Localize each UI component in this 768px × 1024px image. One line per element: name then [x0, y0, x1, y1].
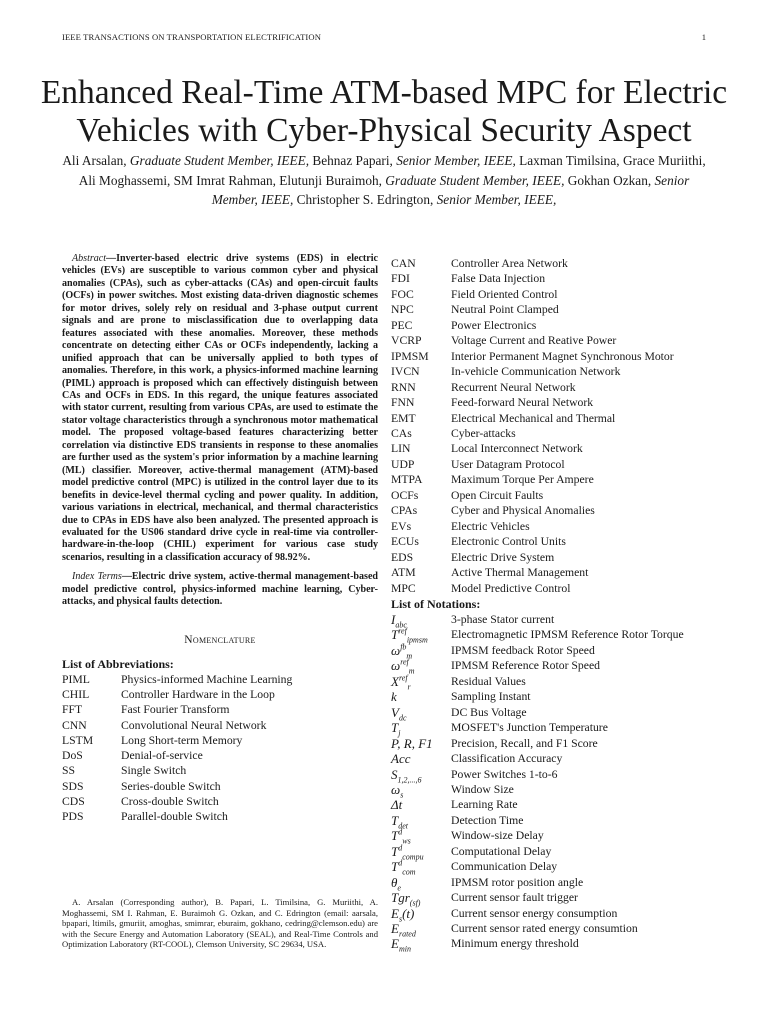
- abbreviation-row: [391, 488, 674, 503]
- abbreviation-row: [391, 581, 674, 596]
- abbreviation: EMT: [391, 411, 416, 425]
- abbreviation: EDS: [391, 550, 414, 564]
- author-role: Senior Member, IEEE,: [211, 172, 690, 207]
- abbreviation: RNN: [391, 380, 416, 394]
- abbreviation-row: [391, 364, 674, 379]
- abbreviation: OCFs: [391, 488, 419, 502]
- notation-definition: Current sensor rated energy consumtion: [451, 922, 638, 936]
- paper-title: Enhanced Real-Time ATM-based MPC for Electric Vehicles with Cyber-Physical Security Aspect: [40, 74, 728, 149]
- notation-symbol: $T^{ref}_{ipmsm}$: [391, 627, 428, 646]
- page-number: 1: [701, 32, 706, 42]
- abbreviation-row: [391, 302, 674, 317]
- abbreviation: PDS: [62, 810, 84, 824]
- abbreviation-definition: Voltage Current and Reative Power: [451, 334, 617, 348]
- abbreviation-row: [62, 763, 292, 778]
- nomenclature-heading: Nomenclature: [184, 633, 256, 646]
- index-terms: [62, 571, 378, 608]
- abbreviation: FFT: [62, 703, 83, 717]
- notation-definition: Window-size Delay: [451, 829, 544, 843]
- abbreviation-row: [62, 672, 292, 687]
- notation-definition: Current sensor fault trigger: [451, 891, 578, 905]
- abbreviation: CAN: [391, 257, 416, 270]
- abbreviation: PIML: [62, 672, 90, 686]
- right-column: [391, 256, 721, 955]
- abbreviation-definition: Electric Vehicles: [451, 519, 530, 533]
- abbreviation-row: [391, 256, 674, 271]
- abbreviation-definition: Maximum Torque Per Ampere: [451, 473, 594, 487]
- abbreviation-definition: Interior Permanent Magnet Synchronous Motor: [451, 349, 674, 363]
- notation-symbol: $T^d_{com}$: [391, 858, 416, 877]
- abbreviation-definition: Fast Fourier Transform: [121, 703, 230, 717]
- notation-definition: Power Switches 1-to-6: [451, 767, 558, 781]
- notation-definition: Window Size: [451, 782, 514, 796]
- abstract: [62, 253, 378, 564]
- abbreviation-definition: Electronic Control Units: [451, 535, 566, 549]
- abbreviation: SS: [62, 764, 76, 778]
- notation-symbol: Δt: [391, 797, 403, 813]
- notations-heading: List of Notations:: [391, 596, 481, 611]
- abbreviation: CNN: [62, 718, 87, 732]
- notation-symbol: $I_{abc}$: [391, 611, 407, 630]
- abbreviation-row: [391, 426, 674, 441]
- notation-row: [391, 828, 684, 843]
- abbreviation-row: [62, 779, 292, 794]
- abbreviation-definition: Feed-forward Neural Network: [451, 396, 594, 410]
- abbreviation-row: [391, 503, 674, 518]
- abbreviation-row: [391, 441, 674, 456]
- notation-row: [391, 797, 684, 812]
- abbreviation: CAs: [391, 426, 412, 440]
- notation-symbol: $E_{min}$: [391, 936, 411, 955]
- author-name: Behnaz Papari: [312, 153, 390, 168]
- notation-row: [391, 643, 684, 658]
- abbreviation: FNN: [391, 396, 415, 410]
- abbreviation: NPC: [391, 303, 414, 317]
- abbreviation-definition: Power Electronics: [451, 318, 537, 332]
- notation-symbol: $E_{rated}$: [391, 921, 416, 939]
- notation-row: [391, 674, 684, 689]
- author-name: Ali Arsalan: [62, 153, 124, 168]
- notation-symbol: $X^{ref}_r$: [391, 673, 411, 692]
- abbreviation-row: [391, 333, 674, 348]
- notation-definition: MOSFET's Junction Temperature: [451, 721, 608, 735]
- index-terms-text: —Electric drive system, active-thermal management-based model predictive control, physics-informed machine learning, Cyber-attacks, and physical faults detection.: [62, 571, 378, 608]
- abbreviation-row: [391, 550, 674, 565]
- author-role: Graduate Student Member, IEEE,: [129, 153, 310, 168]
- abbreviation-definition: Field Oriented Control: [451, 287, 558, 301]
- notation-symbol: Tgr$_{(sf)}$: [391, 890, 421, 908]
- abbreviation-definition: Cyber-attacks: [451, 426, 516, 440]
- abbreviation-row: [62, 687, 292, 702]
- abbreviation: UDP: [391, 457, 415, 471]
- abbreviation: ATM: [391, 566, 416, 580]
- abbreviation-definition: Cross-double Switch: [121, 795, 219, 809]
- abbreviation-definition: Electrical Mechanical and Thermal: [451, 411, 616, 425]
- notation-definition: IPMSM rotor position angle: [451, 875, 584, 889]
- abbreviations-table-left: [62, 672, 292, 825]
- notation-symbol: $\omega_s$: [391, 781, 404, 800]
- notation-row: [391, 751, 684, 766]
- abbreviation-definition: Series-double Switch: [121, 779, 221, 793]
- abbreviation: DoS: [62, 749, 83, 763]
- notation-definition: IPMSM feedback Rotor Speed: [451, 643, 595, 657]
- abbreviation-definition: Open Circuit Faults: [451, 488, 544, 502]
- author-role: Graduate Student Member, IEEE,: [385, 172, 565, 188]
- notation-definition: Residual Values: [451, 674, 526, 688]
- abbreviation-definition: Recurrent Neural Network: [451, 380, 576, 394]
- notation-row: [391, 875, 684, 890]
- notation-definition: IPMSM Reference Rotor Speed: [451, 659, 600, 673]
- abbreviation: MTPA: [391, 473, 423, 487]
- abstract-label: Abstract: [72, 253, 107, 264]
- notation-symbol: $T_{det}$: [391, 812, 409, 831]
- notation-symbol: P, R, F1: [391, 735, 433, 751]
- notation-row: [391, 705, 684, 720]
- notation-row: [391, 612, 684, 627]
- abbreviation-row: [391, 519, 674, 534]
- abbreviation: FOC: [391, 287, 414, 301]
- journal-header: IEEE TRANSACTIONS ON TRANSPORTATION ELECTRIFICATION: [62, 32, 322, 42]
- abbreviation: VCRP: [391, 334, 422, 348]
- notation-definition: 3-phase Stator current: [451, 612, 555, 626]
- abbreviation: SDS: [62, 779, 84, 793]
- author-list: Ali Arsalan, Graduate Student Member, IEEE, Behnaz Papari, Senior Member, IEEE, Laxman Timilsina, Grace Muriithi, Ali Moghassemi, SM Imrat Rahman, Elutunji Buraimoh, Graduate Student Member, IEEE, Gokhan Ozkan, Senior Member, IEEE, Christopher S. Edrington, Senior Member, IEEE,: [62, 153, 706, 207]
- author-name: Gokhan Ozkan: [567, 172, 648, 188]
- author-name: Christopher S. Edrington: [296, 192, 430, 207]
- notation-row: [391, 720, 684, 735]
- notation-definition: Computational Delay: [451, 844, 552, 858]
- abbreviation-definition: Active Thermal Management: [451, 566, 589, 580]
- abbreviation: LIN: [391, 442, 411, 456]
- notation-symbol: $T_j$: [391, 720, 401, 738]
- notation-definition: Learning Rate: [451, 798, 518, 812]
- abbreviation-definition: Physics-informed Machine Learning: [121, 672, 293, 686]
- abbreviation-row: [391, 349, 674, 364]
- abbreviation: CDS: [62, 795, 85, 809]
- notation-symbol: $T^d_{ws}$: [391, 827, 411, 846]
- abbreviation-definition: Model Predictive Control: [451, 581, 571, 595]
- abbreviation-definition: Long Short-term Memory: [121, 733, 243, 747]
- index-terms-label: Index Terms: [72, 571, 122, 583]
- notation-definition: Classification Accuracy: [451, 752, 563, 766]
- notation-symbol: Acc: [391, 751, 411, 767]
- abbreviation-definition: Controller Hardware in the Loop: [121, 687, 275, 701]
- notation-symbol: k: [391, 689, 397, 705]
- notation-definition: DC Bus Voltage: [451, 705, 527, 719]
- author-affiliation-footnote: A. Arsalan (Corresponding author), B. Papari, L. Timilsina, G. Muriithi, A. Moghassemi, SM I. Rahman, E. Buraimoh G. Ozkan, and C. Edrington (email: aarsala, bpapari, ltimils, gmuriit, amoghas, smimrar, eburaim, gokhano, cedring@clemson.edu) are with the Secure Energy and Automation Laboratory (SEAL), and Real-Time Controls and Optimization Laboratory (RT-COOL), Clemson University, SC 29634, USA.: [62, 897, 378, 949]
- abbreviation-row: [391, 380, 674, 395]
- notation-row: [391, 658, 684, 673]
- abbreviation: MPC: [391, 581, 416, 595]
- abbreviation-definition: In-vehicle Communication Network: [451, 365, 621, 379]
- abbreviation-row: [391, 457, 674, 472]
- notation-definition: Communication Delay: [451, 860, 558, 874]
- abbreviation-definition: Parallel-double Switch: [121, 810, 228, 824]
- notation-row: [391, 813, 684, 828]
- abbreviation-definition: Convolutional Neural Network: [121, 718, 267, 732]
- notation-symbol: $\omega^{ref}_m$: [391, 658, 415, 676]
- notation-symbol: $S_{1,2,...,6}$: [391, 766, 422, 785]
- abbreviation: CHIL: [62, 687, 90, 701]
- abbreviation-definition: Neutral Point Clamped: [451, 303, 559, 317]
- notation-definition: Current sensor energy consumption: [451, 906, 618, 920]
- author-role: Senior Member, IEEE,: [396, 153, 516, 168]
- notation-row: [391, 859, 684, 874]
- abbreviation-row: [62, 702, 292, 717]
- notation-definition: Detection Time: [451, 813, 524, 827]
- abbreviation-row: [391, 271, 674, 286]
- notation-row: [391, 936, 684, 951]
- abbreviation: IVCN: [391, 365, 420, 379]
- abbreviations-table-right: [391, 256, 674, 596]
- left-column: [62, 253, 378, 825]
- abbreviations-heading: List of Abbreviations:: [62, 656, 174, 671]
- notation-row: [391, 844, 684, 859]
- notation-row: [391, 921, 684, 936]
- abbreviation-definition: Local Interconnect Network: [451, 442, 583, 456]
- notation-row: [391, 689, 684, 704]
- notation-row: [391, 627, 684, 642]
- notation-definition: Electromagnetic IPMSM Reference Rotor Torque: [451, 628, 684, 642]
- abbreviation: LSTM: [62, 733, 94, 747]
- abbreviation-definition: User Datagram Protocol: [451, 457, 565, 471]
- abbreviation-row: [62, 748, 292, 763]
- author-name: Laxman Timilsina, Grace Muriithi, Ali Moghassemi, SM Imrat Rahman, Elutunji Buraimoh: [78, 153, 706, 188]
- notation-row: [391, 890, 684, 905]
- abbreviation-row: [62, 809, 292, 824]
- author-role: Senior Member, IEEE,: [436, 192, 557, 207]
- abbreviation-row: [391, 287, 674, 302]
- abbreviation: ECUs: [391, 535, 419, 549]
- abbreviation: IPMSM: [391, 349, 429, 363]
- abbreviation-row: [62, 794, 292, 809]
- abbreviation-row: [62, 733, 292, 748]
- abbreviation-row: [391, 318, 674, 333]
- notation-row: [391, 906, 684, 921]
- abbreviation: EVs: [391, 519, 412, 533]
- notation-symbol: $E_s(t)$: [391, 905, 415, 924]
- abbreviation: CPAs: [391, 504, 418, 518]
- abbreviation-row: [391, 411, 674, 426]
- abbreviation-definition: Single Switch: [121, 764, 187, 778]
- abbreviation: PEC: [391, 318, 413, 332]
- abbreviation-row: [391, 395, 674, 410]
- abbreviation-row: [391, 565, 674, 580]
- abbreviation: FDI: [391, 272, 410, 286]
- notation-symbol: $\omega^{fb}_m$: [391, 642, 413, 661]
- notation-definition: Precision, Recall, and F1 Score: [451, 736, 598, 750]
- notation-symbol: $T^d_{compu}$: [391, 843, 424, 862]
- abstract-text: —Inverter-based electric drive systems (EDS) in electric vehicles (EVs) are susceptible to various common cyber and physical anomalies (CPAs), such as cyber-attacks (CAs) and open-circuit faults (OCFs) in power switches. Most existing data-driven diagnostic schemes for motor drives, solely rely on residual and 3-phase output current signals and are prone to misclassification due to overlapping data features associated with these anomalies. Moreover, these methods concentrate on detecting either CAs or OCFs independently, lacking a unified approach that can be universally applied to both types of anomalies. Therefore, in this work, a physics-informed machine learning (PIML) approach is proposed which can effectively distinguish between CAs and OCFs in EDS. In this regard, the unique features associated with stator current, resulting from various CPAs, are used to estimate the stator voltage characteristics through a synchronous motor mathematical model. The proposed voltage-based features characterizing better correlation via distinctive EDS transients in response to these anomalies are further used as the system's prior information by a machine learning (ML) classifier. Moreover, active-thermal management (ATM)-based model predictive control (MPC) is utilized in the control layer due to its benefits in device-level thermal cycling and power quality. In addition, various variations in electrical, mechanical, and thermal characteristics due to CPAs in EDS have also been analyzed. The presented approach is evaluated for the US06 standard drive cycle in real-time via controller-hardware-in-the-loop (CHIL) experiment for various case study scenarios, resulting in a classification accuracy of 98.92%.: [62, 253, 378, 563]
- abbreviation-row: [391, 534, 674, 549]
- abbreviation-definition: Cyber and Physical Anomalies: [451, 504, 595, 518]
- notation-definition: Sampling Instant: [451, 690, 531, 704]
- notation-row: [391, 767, 684, 782]
- abbreviation-definition: False Data Injection: [451, 272, 546, 286]
- abbreviation-definition: Controller Area Network: [451, 257, 568, 270]
- abbreviation-row: [391, 472, 674, 487]
- notation-symbol: $\theta_e$: [391, 874, 401, 893]
- abbreviation-definition: Denial-of-service: [121, 749, 203, 763]
- abbreviation-row: [62, 718, 292, 733]
- notation-definition: Minimum energy threshold: [451, 937, 579, 951]
- notation-row: [391, 782, 684, 797]
- notations-table: [391, 611, 684, 955]
- notation-row: [391, 736, 684, 751]
- notation-symbol: $V_{dc}$: [391, 704, 407, 723]
- abbreviation-definition: Electric Drive System: [451, 550, 555, 564]
